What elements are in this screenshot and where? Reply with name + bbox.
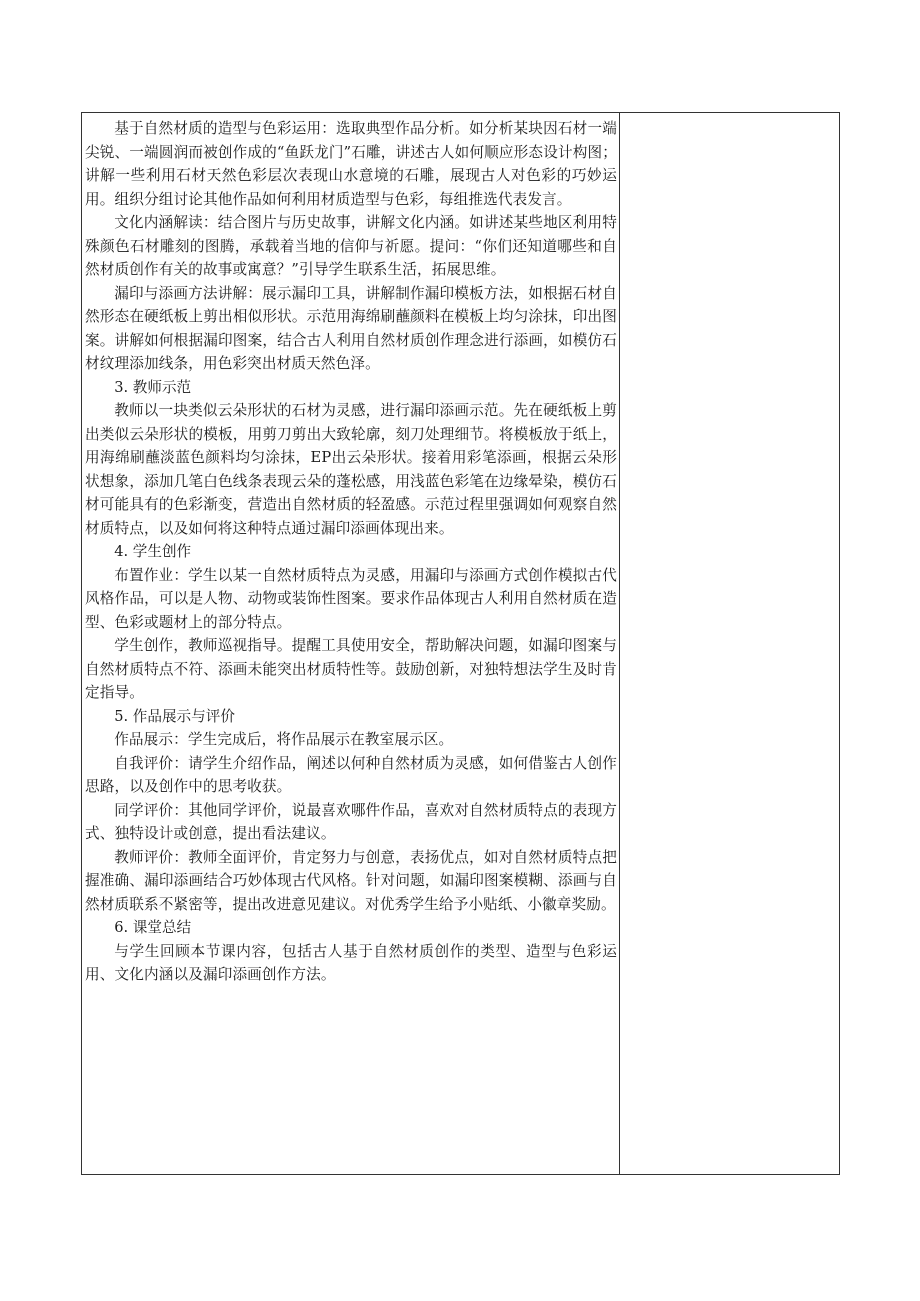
paragraph-peer-evaluation: 同学评价：其他同学评价，说最喜欢哪件作品，喜欢对自然材质特点的表现方式、独特设计或创意，提出看法建议。 (85, 801, 617, 842)
notes-cell (620, 113, 839, 1174)
paragraph-self-evaluation: 自我评价：请学生介绍作品，阐述以何种自然材质为灵感，如何借鉴古人创作思路，以及创作中的思考收获。 (85, 754, 617, 795)
paragraph-assignment: 布置作业：学生以某一自然材质特点为灵感，用漏印与添画方式创作模拟古代风格作品，可以是人物、动物或装饰性图案。要求作品体现古人利用自然材质在造型、色彩或题材上的部分特点。 (85, 566, 617, 631)
section-heading-student-creation: 4. 学生创作 (114, 543, 192, 560)
section-heading-summary: 6. 课堂总结 (114, 919, 192, 936)
lesson-table (81, 112, 840, 1175)
paragraph-stencil-method: 漏印与添画方法讲解：展示漏印工具，讲解制作漏印模板方法，如根据石材自然形态在硬纸板上剪出相似形状。示范用海绵刷蘸颜料在模板上均匀涂抹，印出图案。讲解如何根据漏印图案，结合古人利用自然材质创作理念进行添画，如模仿石材纹理添加线条，用色彩突出材质天然色泽。 (85, 284, 617, 372)
section-heading-teacher-demo: 3. 教师示范 (114, 378, 192, 396)
paragraph-display: 作品展示：学生完成后，将作品展示在教室展示区。 (114, 731, 454, 748)
content-cell (82, 113, 620, 1174)
paragraph-shape-color-analysis: 基于自然材质的造型与色彩运用：选取典型作品分析。如分析某块因石材一端尖锐、一端圆润而被创作成的“鱼跃龙门”石雕，讲述古人如何顺应形态设计构图；讲解一些利用石材天然色彩层次表现山水意境的石雕，展现古人对色彩的巧妙运用。组织分组讨论其他作品如何利用材质造型与色彩，每组推选代表发言。 (85, 120, 617, 208)
paragraph-guidance: 学生创作，教师巡视指导。提醒工具使用安全，帮助解决问题，如漏印图案与自然材质特点不符、添画未能突出材质特性等。鼓励创新，对独特想法学生及时肯定指导。 (85, 637, 617, 701)
paragraph-cultural-meaning: 文化内涵解读：结合图片与历史故事，讲解文化内涵。如讲述某些地区利用特殊颜色石材雕刻的图腾，承载着当地的信仰与祈愿。提问：“你们还知道哪些和自然材质创作有关的故事或寓意？”引导学生联系生活，拓展思维。 (85, 214, 617, 278)
section-heading-display-evaluation: 5. 作品展示与评价 (114, 707, 235, 725)
paragraph-teacher-demo: 教师以一块类似云朵形状的石材为灵感，进行漏印添画示范。先在硬纸板上剪出类似云朵形状的模板，用剪刀剪出大致轮廓，刻刀处理细节。将模板放于纸上，用海绵刷蘸淡蓝色颜料均匀涂抹，EP出云朵形状。接着用彩笔添画，根据云朵形状想象，添加几笔白色线条表现云朵的蓬松感，用浅蓝色彩笔在边缘晕染，模仿石材可能具有的色彩渐变，营造出自然材质的轻盈感。示范过程里强调如何观察自然材质特点，以及如何将这种特点通过漏印添画体现出来。 (85, 402, 617, 537)
paragraph-summary: 与学生回顾本节课内容，包括古人基于自然材质创作的类型、造型与色彩运用、文化内涵以及漏印添画创作方法。 (85, 942, 617, 983)
paragraph-teacher-evaluation: 教师评价：教师全面评价，肯定努力与创意，表扬优点，如对自然材质特点把握准确、漏印添画结合巧妙体现古代风格。针对问题，如漏印图案模糊、添画与自然材质联系不紧密等，提出改进意见建议。对优秀学生给予小贴纸、小徽章奖励。 (85, 848, 617, 913)
